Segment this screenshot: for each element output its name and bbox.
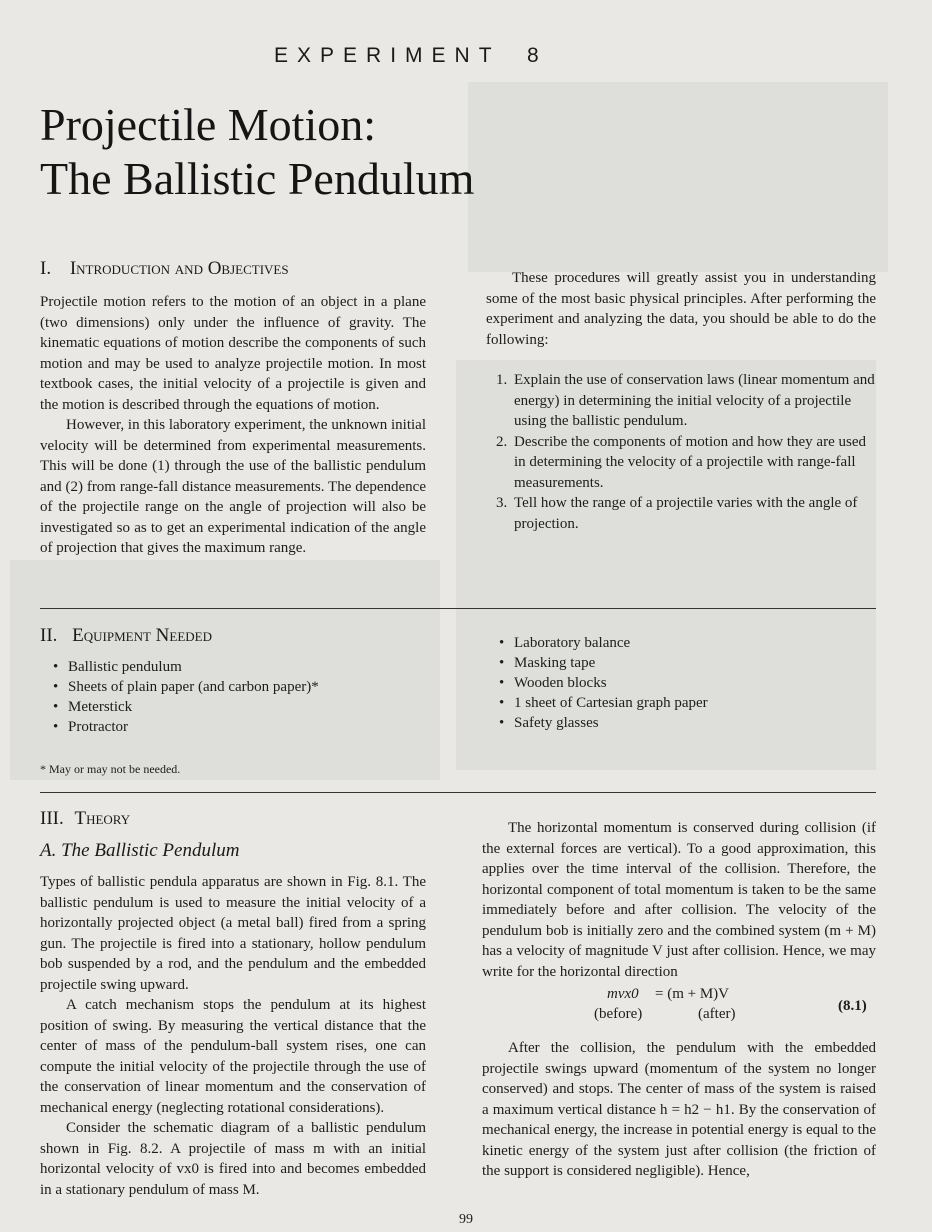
equipment-item: • Protractor — [40, 717, 440, 737]
objective-item: 2. Describe the components of motion and how they are used in determining the velocity of a projectile with range-fall measurements. — [496, 433, 866, 491]
divider-1 — [40, 608, 876, 609]
objective-item: 3. Tell how the range of a projectile varies with the angle of projection. — [496, 495, 858, 532]
section-3-right-text — [482, 818, 876, 982]
equipment-list-left — [40, 657, 440, 737]
equation-after-label: (after) — [698, 1006, 736, 1022]
page-number: 99 — [459, 1212, 473, 1227]
objective-item: 1. Explain the use of conservation laws (linear momentum and energy) in determining the initial velocity of a projectile using the ballistic pendulum. — [496, 372, 875, 429]
page-title — [40, 98, 474, 206]
equipment-item: • Sheets of plain paper (and carbon paper)* — [40, 677, 440, 697]
section-1-title: Introduction and Objectives — [69, 258, 289, 279]
theory-paragraph-5: After the collision, the pendulum with the embedded projectile swings upward (momentum of the system no longer conserved) and stops. The center of mass of the system is raised a maximum vertical distance h = h2 − h1. By the conservation of mechanical energy, the increase in potential energy is equal to the kinetic energy of the system just after collision (the friction of the support is considered negligible). Hence, — [482, 1040, 876, 1179]
theory-paragraph-2: A catch mechanism stops the pendulum at its highest position of swing. By measuring the vertical distance that the center of mass of the pendulum-ball system rises, one can compute the initial velocity of the projectile through the use of the conservation of linear momentum and the conservation of mechanical energy (neglecting rotational considerations). — [40, 997, 426, 1116]
equipment-item: • Meterstick — [40, 697, 440, 717]
equipment-item: • 1 sheet of Cartesian graph paper — [486, 693, 876, 713]
show-through-figure-top — [468, 82, 888, 272]
section-3-right-text-2 — [482, 1038, 876, 1182]
section-1-left-text — [40, 292, 426, 559]
equipment-footnote: * May or may not be needed. — [40, 762, 181, 776]
section-1-right-intro — [486, 268, 876, 350]
equipment-item: • Wooden blocks — [486, 673, 876, 693]
title-line-1: Projectile Motion: — [40, 99, 377, 150]
equation-8-1 — [480, 984, 875, 1030]
equipment-item: • Ballistic pendulum — [40, 657, 440, 677]
equation-lhs: mvx0 — [607, 986, 639, 1002]
theory-paragraph-1: Types of ballistic pendula apparatus are shown in Fig. 8.1. The ballistic pendulum is used to measure the initial velocity of a horizontally projected object (a metal ball) fired from a spring gun. The projectile is fired into a stationary, hollow pendulum bob suspended by a rod, and the pendulum and the embedded projectile swing upward. — [40, 874, 426, 993]
experiment-header — [274, 44, 548, 68]
section-3-title: Theory — [74, 808, 131, 829]
section-1-numeral: I. — [40, 258, 52, 279]
section-1-heading — [40, 258, 289, 280]
theory-paragraph-4: The horizontal momentum is conserved during collision (if the external forces are vertical). To a good approximation, this applies over the time interval of the collision. Therefore, the horizontal component of total momentum is taken to be the same immediately before and after collision. The velocity of the pendulum bob is initially zero and the combined system (m + M) has a velocity of magnitude V just after collision. Hence, we may write for the horizontal direction — [482, 820, 876, 980]
section-3-left-text — [40, 872, 426, 1200]
subsection-heading: A. The Ballistic Pendulum — [40, 840, 240, 861]
divider-2 — [40, 792, 876, 793]
equipment-item: • Masking tape — [486, 653, 876, 673]
section-3-numeral: III. — [40, 808, 64, 829]
intro-paragraph-1: Projectile motion refers to the motion of an object in a plane (two dimensions) only under the influence of gravity. The kinematic equations of motion describe the components of such motion and may be used to analyze projectile motion. In most textbook cases, the initial velocity of a projectile is given and the motion is described through the equations of motion. — [40, 294, 426, 413]
section-2-heading — [40, 625, 212, 647]
section-3-heading — [40, 808, 130, 830]
equipment-item: • Safety glasses — [486, 713, 876, 733]
equation-number: (8.1) — [838, 998, 867, 1014]
objectives-list — [486, 370, 876, 534]
equipment-item: • Laboratory balance — [486, 633, 876, 653]
title-line-2: The Ballistic Pendulum — [40, 153, 475, 204]
section-2-title: Equipment Needed — [72, 625, 212, 646]
intro-paragraph-2: However, in this laboratory experiment, the unknown initial velocity will be determined from experimental measurements. This will be done (1) through the use of the ballistic pendulum and (2) from range-fall distance measurements. The dependence of the projectile range on the angle of projection will also be investigated so as to get an experimental indication of the angle of projection that gives the maximum range. — [40, 417, 426, 556]
objectives-intro: These procedures will greatly assist you in understanding some of the most basic physical principles. After performing the experiment and analyzing the data, you should be able to do the following: — [486, 270, 876, 348]
theory-paragraph-3: Consider the schematic diagram of a ballistic pendulum shown in Fig. 8.2. A projectile of mass m with an initial horizontal velocity of vx0 is fired into and becomes embedded in a stationary pendulum of mass M. — [40, 1120, 426, 1198]
experiment-label: EXPERIMENT — [274, 44, 501, 67]
experiment-number: 8 — [527, 44, 548, 67]
equation-rhs: = (m + M)V — [655, 986, 729, 1002]
section-2-numeral: II. — [40, 625, 58, 646]
equipment-list-right — [486, 633, 876, 733]
equation-before-label: (before) — [594, 1006, 643, 1022]
